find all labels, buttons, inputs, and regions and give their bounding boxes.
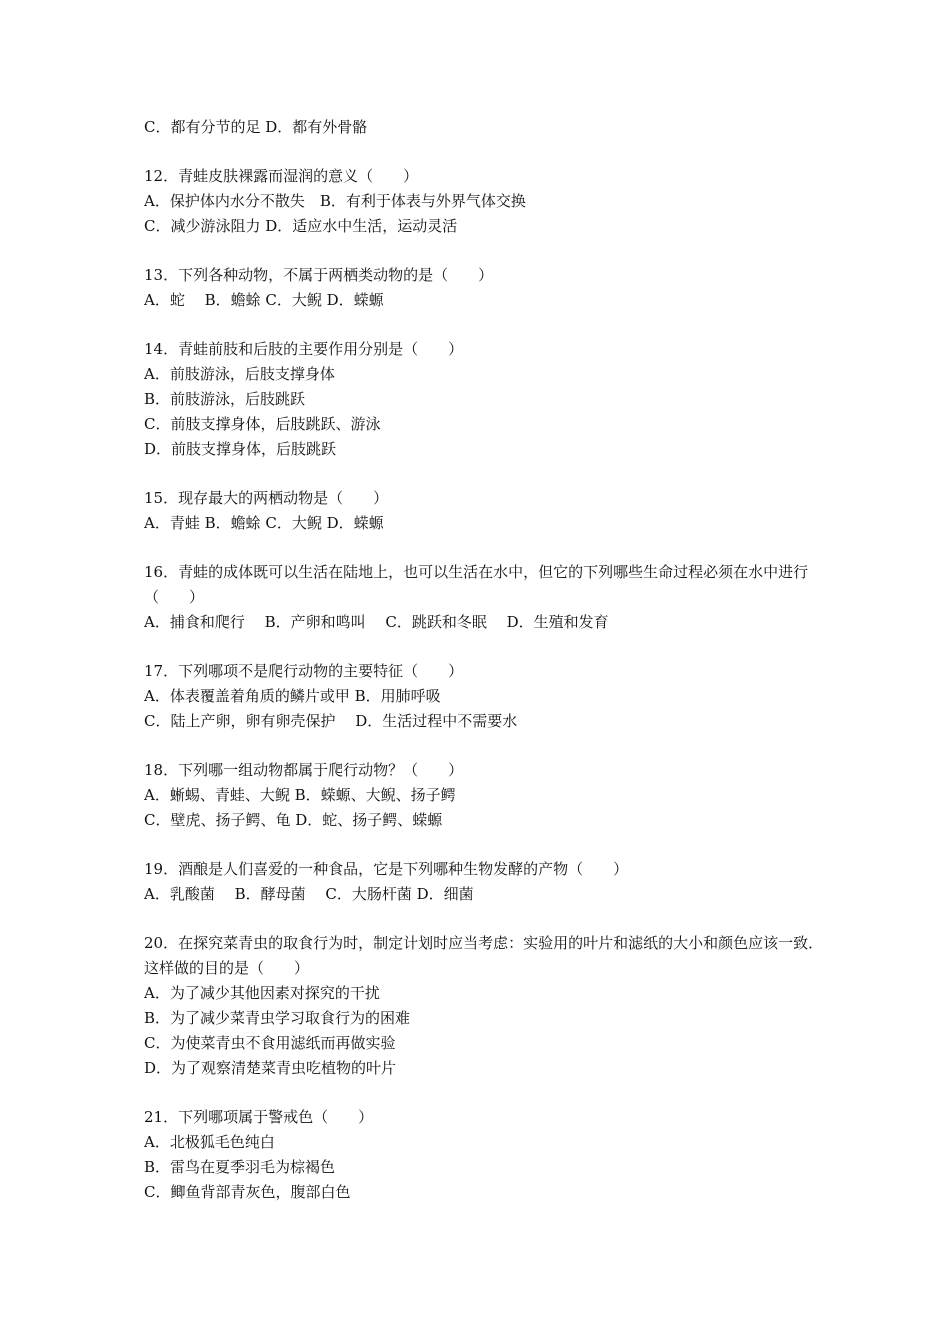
q21-option-b: B．雷鸟在夏季羽毛为棕褐色: [144, 1158, 336, 1176]
question-14: [144, 337, 824, 462]
question-21: [144, 1105, 824, 1205]
q21-option-c: C．鲫鱼背部青灰色，腹部白色: [144, 1183, 351, 1201]
question-list: [144, 115, 824, 1205]
q20-option-d: D．为了观察清楚菜青虫吃植物的叶片: [144, 1059, 397, 1077]
q19-options: A．乳酸菌 B．酵母菌 C．大肠杆菌 D．细菌: [144, 885, 474, 903]
q14-option-a: A．前肢游泳，后肢支撑身体: [144, 365, 335, 383]
q14-stem: 14．青蛙前肢和后肢的主要作用分别是（ ）: [144, 340, 464, 358]
q11-option-cd: C．都有分节的足 D．都有外骨骼: [144, 118, 368, 136]
q14-option-d: D．前肢支撑身体，后肢跳跃: [144, 440, 337, 458]
q15-options: A．青蛙 B．蟾蜍 C．大鲵 D．蝾螈: [144, 514, 384, 532]
q18-option-cd: C．壁虎、扬子鳄、龟 D．蛇、扬子鳄、蝾螈: [144, 811, 443, 829]
q16-options: A．捕食和爬行 B．产卵和鸣叫 C．跳跃和冬眠 D．生殖和发育: [144, 613, 609, 631]
q15-stem: 15．现存最大的两栖动物是（ ）: [144, 489, 389, 507]
q13-stem: 13．下列各种动物，不属于两栖类动物的是（ ）: [144, 266, 494, 284]
q14-option-b: B．前肢游泳，后肢跳跃: [144, 390, 306, 408]
q20-option-a: A．为了减少其他因素对探究的干扰: [144, 984, 380, 1002]
q21-stem: 21．下列哪项属于警戒色（ ）: [144, 1108, 374, 1126]
q21-option-a: A．北极狐毛色纯白: [144, 1133, 275, 1151]
question-12: [144, 164, 824, 239]
q20-option-c: C．为使菜青虫不食用滤纸而再做实验: [144, 1034, 396, 1052]
question-15: [144, 486, 824, 536]
q17-option-ab: A．体表覆盖着角质的鳞片或甲 B．用肺呼吸: [144, 687, 441, 705]
q18-option-ab: A．蜥蜴、青蛙、大鲵 B．蝾螈、大鲵、扬子鳄: [144, 786, 456, 804]
q20-stem: 20．在探究菜青虫的取食行为时，制定计划时应当考虑：实验用的叶片和滤纸的大小和颜色应该一致．这样做的目的是（ ）: [144, 934, 824, 977]
q12-stem: 12．青蛙皮肤裸露而湿润的意义（ ）: [144, 167, 419, 185]
q14-option-c: C．前肢支撑身体，后肢跳跃、游泳: [144, 415, 381, 433]
q12-option-ab: A．保护体内水分不散失 B．有利于体表与外界气体交换: [144, 192, 526, 210]
q18-stem: 18．下列哪一组动物都属于爬行动物？（ ）: [144, 761, 464, 779]
question-20: [144, 931, 824, 1081]
q17-stem: 17．下列哪项不是爬行动物的主要特征（ ）: [144, 662, 464, 680]
question-16: [144, 560, 824, 635]
question-19: [144, 857, 824, 907]
question-18: [144, 758, 824, 833]
q16-stem: 16．青蛙的成体既可以生活在陆地上，也可以生活在水中，但它的下列哪些生命过程必须在水中进行（ ）: [144, 563, 809, 606]
question-13: [144, 263, 824, 313]
question-17: [144, 659, 824, 734]
q17-option-cd: C．陆上产卵，卵有卵壳保护 D．生活过程中不需要水: [144, 712, 518, 730]
q12-option-cd: C．减少游泳阻力 D．适应水中生活，运动灵活: [144, 217, 458, 235]
q20-option-b: B．为了减少菜青虫学习取食行为的困难: [144, 1009, 411, 1027]
q19-stem: 19．酒酿是人们喜爱的一种食品，它是下列哪种生物发酵的产物（ ）: [144, 860, 629, 878]
question-11: [144, 115, 824, 140]
q13-options: A．蛇 B．蟾蜍 C．大鲵 D．蝾螈: [144, 291, 384, 309]
